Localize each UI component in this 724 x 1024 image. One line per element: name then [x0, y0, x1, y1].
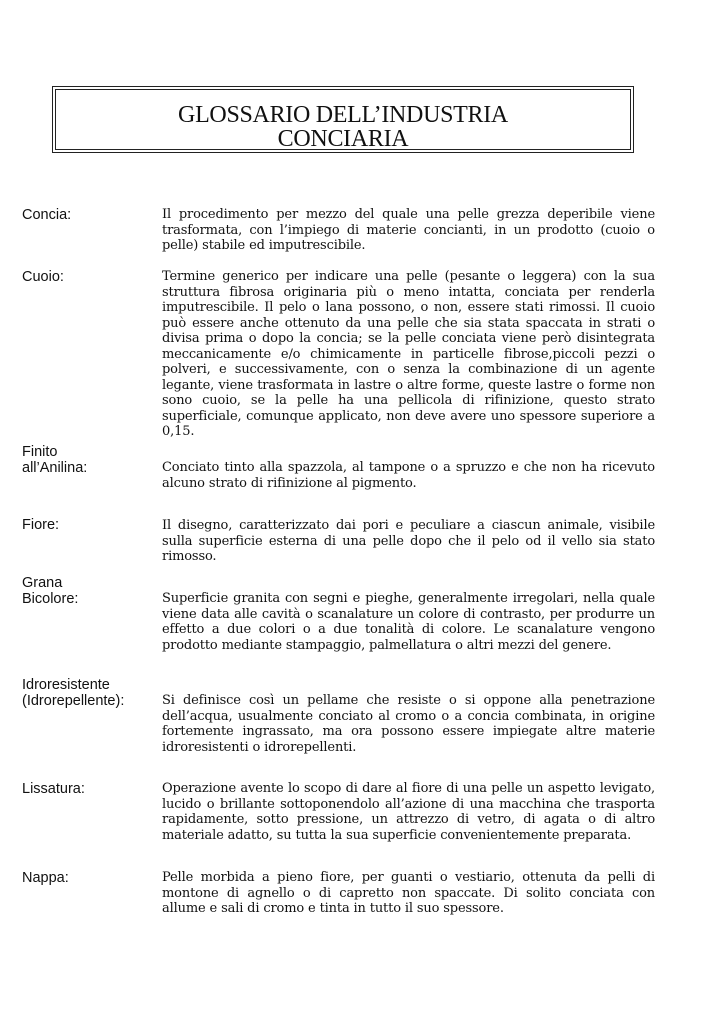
glossary-definition: Conciato tinto alla spazzola, al tampone o a spruzzo e che non ha ricevuto alcuno strato di rifinizione al pigmento.: [162, 460, 655, 491]
glossary-definition: Superficie granita con segni e pieghe, generalmente irregolari, nella quale viene data alle cavità o scanalature un colore di contrasto, per produrre un effetto a due colori o a due tonalità di colore. Le scanalature vengono prodotto mediante stampaggio, palmellatura o altri mezzi del genere.: [162, 591, 655, 653]
glossary-term: [22, 518, 162, 534]
glossary-definition: Il disegno, caratterizzato dai pori e peculiare a ciascun animale, visibile sulla superficie esterna di una pelle dopo che il pelo od il vello sia stato rimosso.: [162, 518, 655, 564]
page-title-line-1: GLOSSARIO DELL’INDUSTRIA: [178, 102, 508, 128]
page-title-line-2: CONCIARIA: [277, 126, 409, 152]
term-line: Finito: [22, 444, 58, 460]
term-line: Bicolore:: [22, 590, 79, 607]
glossary-term: [22, 445, 162, 476]
glossary-definition: Termine generico per indicare una pelle (pesante o leggera) con la sua struttura fibrosa originaria più o meno intatta, conciata per renderla imputrescibile. Il pelo o lana possono, o non, essere stati rimossi. Il cuoio può essere anche ottenuto da una pelle che sia stata spaccata in strati o divisa prima o dopo la concia; se la pelle conciata viene però disintegrata meccanicamente e/o chimicamente in particelle fibrose,piccoli pezzi o polveri, e successivamente, con o senza la combinazione di un agente legante, viene trasformata in lastre o altre forme, queste lastre o forme non sono cuoio, se la pelle ha una pellicola di rifinizione, questo strato superficiale, comunque applicato, non deve avere uno spessore superiore a 0,15.: [162, 269, 655, 439]
glossary-definition: Pelle morbida a pieno fiore, per guanti o vestiario, ottenuta da pelli di montone di agnello o di capretto non spaccate. Di solito conciata con allume e sali di cromo e tinta in tutto il suo spessore.: [162, 870, 655, 916]
term-line: Fiore:: [22, 517, 60, 533]
term-line: Grana: [22, 575, 63, 591]
glossary-term: [22, 270, 162, 286]
glossary-term: [22, 782, 162, 798]
title-box: [52, 86, 634, 153]
glossary-term: [22, 576, 162, 607]
glossary-definition: Operazione avente lo scopo di dare al fiore di una pelle un aspetto levigato, lucido o brillante sottoponendolo all’azione di una macchina che trasporta rapidamente, sotto pressione, un attrezzo di vetro, di agata o di altro materiale adatto, su tutta la sua superficie convenientemente preparata.: [162, 781, 655, 843]
term-line: Lissatura:: [22, 781, 85, 797]
glossary-term: [22, 678, 162, 709]
term-line: Cuoio:: [22, 269, 64, 285]
term-line: (Idrorepellente):: [22, 692, 125, 709]
term-line: all’Anilina:: [22, 459, 88, 476]
term-line: Nappa:: [22, 870, 69, 886]
glossary-definition: Si definisce così un pellame che resiste o si oppone alla penetrazione dell’acqua, usualmente conciato al cromo o a concia combinata, in origine fortemente ingrassato, ma ora possono essere impiegate altre materie idroresistenti o idrorepellenti.: [162, 693, 655, 755]
glossary-definition: Il procedimento per mezzo del quale una pelle grezza deperibile viene trasformata, con l’impiego di materie concianti, in un prodotto (cuoio o pelle) stabile ed imputrescibile.: [162, 207, 655, 253]
term-line: Concia:: [22, 207, 72, 223]
glossary-term: [22, 208, 162, 224]
term-line: Idroresistente: [22, 677, 110, 693]
glossary-term: [22, 871, 162, 887]
